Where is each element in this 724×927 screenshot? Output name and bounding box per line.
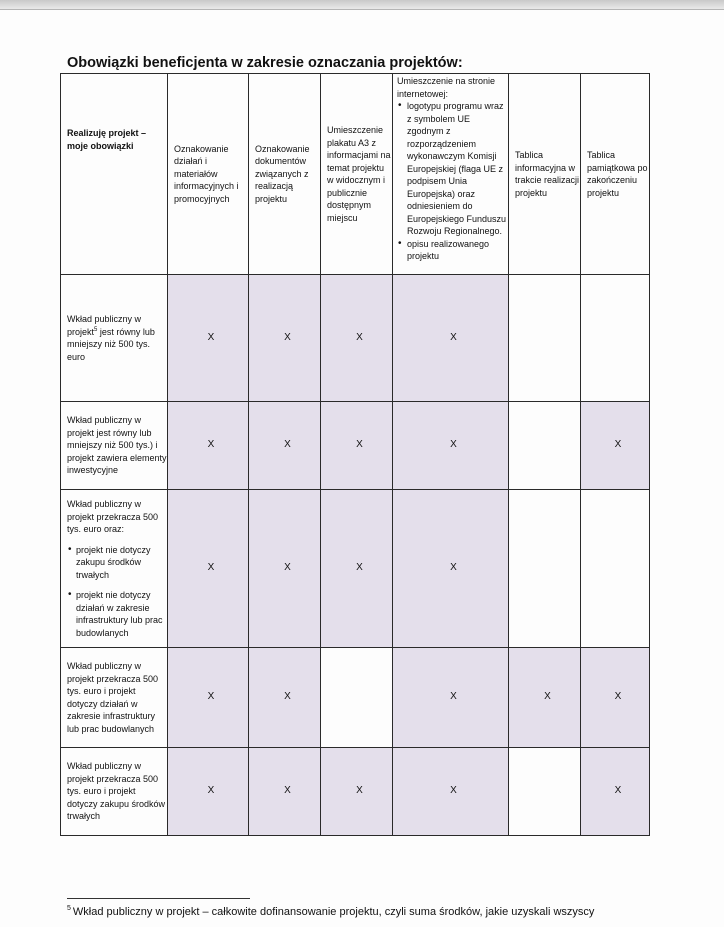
- obligations-table: [60, 73, 650, 836]
- website-bullet-description: • opisu realizowanego projektu: [407, 238, 508, 263]
- header-col-poster: Umieszczenie plakatu A3 z informacjami na temat projektu w widocznym i publicznie dostępnym miejscu: [321, 74, 393, 275]
- row-mark: X: [249, 648, 321, 748]
- row-mark: X: [249, 490, 321, 648]
- footnote-text: Wkład publiczny w projekt – całkowite dofinansowanie projektu, czyli suma środków, jakie uzyskali wszyscy: [72, 906, 595, 918]
- table-row: [61, 748, 650, 836]
- website-bullet-list: [397, 100, 508, 263]
- row-bullet: • projekt nie dotyczy działań w zakresie infrastruktury lub prac budowlanych: [76, 589, 167, 639]
- row-mark: [509, 490, 581, 648]
- viewer-top-bar: [0, 0, 724, 10]
- row-label-start: Wkład publiczny w projekt: [67, 314, 142, 337]
- row-bullet-list: [67, 544, 167, 640]
- row-mark: X: [249, 275, 321, 402]
- row-label: [61, 275, 168, 402]
- footnote-separator: [67, 898, 250, 899]
- row-mark: X: [321, 402, 393, 490]
- table-row: [61, 275, 650, 402]
- header-col-website: [393, 74, 509, 275]
- row-mark: X: [393, 490, 509, 648]
- row-mark: X: [393, 748, 509, 836]
- header-col-plaque: Tablica pamiątkowa po zakończeniu projektu: [581, 74, 650, 275]
- header-col-materials: Oznakowanie działań i materiałów informacyjnych i promocyjnych: [168, 74, 249, 275]
- row-mark: X: [168, 490, 249, 648]
- row-mark: X: [168, 748, 249, 836]
- row-mark: X: [393, 648, 509, 748]
- table-row: [61, 402, 650, 490]
- row-mark: [581, 275, 650, 402]
- page-title: Obowiązki beneficjenta w zakresie oznaczania projektów:: [67, 55, 463, 71]
- row-bullet: • projekt nie dotyczy zakupu środków trwałych: [76, 544, 167, 582]
- header-col-documents: Oznakowanie dokumentów związanych z realizacją projektu: [249, 74, 321, 275]
- row-mark: X: [393, 402, 509, 490]
- row-label: [61, 490, 168, 648]
- row-mark: X: [581, 648, 650, 748]
- row-mark: X: [393, 275, 509, 402]
- row-mark: X: [249, 748, 321, 836]
- row-mark: [581, 490, 650, 648]
- row-label-text: Wkład publiczny w projekt przekracza 500 tys. euro oraz:: [67, 499, 159, 534]
- website-heading: Umieszczenie na stronie internetowej:: [397, 76, 496, 99]
- row-mark: X: [249, 402, 321, 490]
- row-mark: X: [168, 648, 249, 748]
- header-row: [61, 74, 650, 275]
- footnote: [67, 906, 594, 918]
- table-row: [61, 648, 650, 748]
- row-label: Wkład publiczny w projekt przekracza 500 tys. euro i projekt dotyczy działań w zakresie infrastruktury lub prac budowlanych: [61, 648, 168, 748]
- footnote-number: 5: [67, 905, 71, 912]
- row-mark: [509, 402, 581, 490]
- row-mark: [509, 275, 581, 402]
- row-label: Wkład publiczny w projekt jest równy lub mniejszy niż 500 tys.) i projekt zawiera elementy inwestycyjne: [61, 402, 168, 490]
- row-mark: X: [509, 648, 581, 748]
- row-label-end: jest równy lub mniejszy niż 500 tys. euro: [67, 326, 155, 362]
- row-mark: X: [321, 275, 393, 402]
- row-mark: X: [581, 748, 650, 836]
- row-label: Wkład publiczny w projekt przekracza 500 tys. euro i projekt dotyczy zakupu środków trwałych: [61, 748, 168, 836]
- row-mark: [509, 748, 581, 836]
- row-mark: X: [168, 402, 249, 490]
- row-mark: [321, 648, 393, 748]
- table-row: [61, 490, 650, 648]
- website-bullet-logo: • logotypu programu wraz z symbolem UE zgodnym z rozporządzeniem wykonawczym Komisji Europejskiej (flaga UE z podpisem Unia Europejska) oraz odniesieniem do Europejskiego Funduszu Rozwoju Regionalnego.: [407, 100, 508, 238]
- row-mark: X: [581, 402, 650, 490]
- header-corner: Realizuję projekt – moje obowiązki: [61, 74, 168, 275]
- row-mark: X: [321, 748, 393, 836]
- header-col-info-board: Tablica informacyjna w trakcie realizacji projektu: [509, 74, 581, 275]
- row-mark: X: [168, 275, 249, 402]
- row-mark: X: [321, 490, 393, 648]
- footnote-ref: 5: [94, 326, 98, 333]
